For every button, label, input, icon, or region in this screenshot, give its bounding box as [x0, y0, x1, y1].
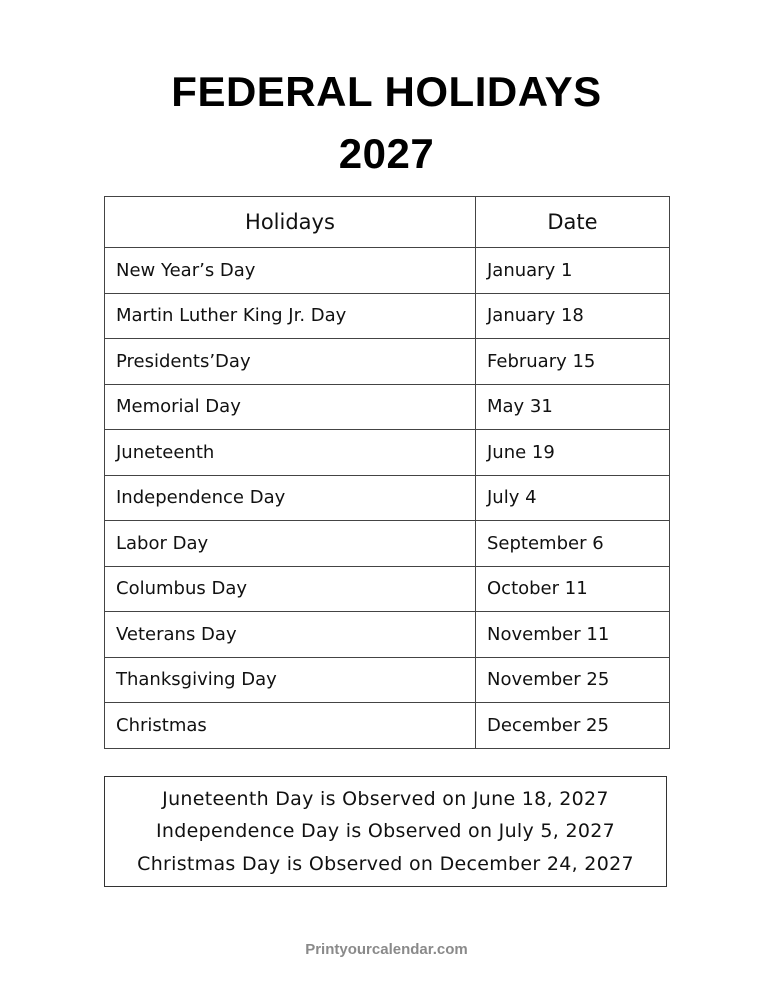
table-row — [105, 248, 670, 294]
table-row — [105, 293, 670, 339]
holiday-name: Veterans Day — [105, 612, 476, 658]
holiday-name: Juneteenth — [105, 430, 476, 476]
table-row — [105, 521, 670, 567]
observed-note: Christmas Day is Observed on December 24, 2027 — [137, 852, 634, 875]
table-header-row — [105, 197, 670, 248]
holidays-table — [104, 196, 670, 749]
table-row — [105, 612, 670, 658]
holiday-date: May 31 — [476, 384, 670, 430]
holiday-name: Labor Day — [105, 521, 476, 567]
holiday-date: January 1 — [476, 248, 670, 294]
holiday-date: November 25 — [476, 657, 670, 703]
holiday-date: October 11 — [476, 566, 670, 612]
table-row — [105, 475, 670, 521]
holiday-name: Columbus Day — [105, 566, 476, 612]
table-row — [105, 430, 670, 476]
table-row — [105, 384, 670, 430]
holiday-name: Memorial Day — [105, 384, 476, 430]
holiday-date: February 15 — [476, 339, 670, 385]
table-row — [105, 339, 670, 385]
holiday-date: July 4 — [476, 475, 670, 521]
holiday-name: Thanksgiving Day — [105, 657, 476, 703]
table-row — [105, 657, 670, 703]
observed-notes-box — [104, 776, 667, 887]
holiday-name: Christmas — [105, 703, 476, 749]
page-title: FEDERAL HOLIDAYS — [171, 68, 602, 115]
table-row — [105, 566, 670, 612]
observed-note: Juneteenth Day is Observed on June 18, 2027 — [162, 787, 609, 810]
column-header-date: Date — [476, 197, 670, 248]
holiday-name: Martin Luther King Jr. Day — [105, 293, 476, 339]
holiday-name: New Year’s Day — [105, 248, 476, 294]
page-year: 2027 — [338, 130, 435, 177]
observed-note: Independence Day is Observed on July 5, 2027 — [155, 820, 615, 843]
holiday-date: December 25 — [476, 703, 670, 749]
holiday-date: November 11 — [476, 612, 670, 658]
holiday-date: June 19 — [476, 430, 670, 476]
footer-site-credit: Printyourcalendar.com — [305, 941, 468, 958]
holiday-name: Independence Day — [105, 475, 476, 521]
holiday-date: September 6 — [476, 521, 670, 567]
holiday-date: January 18 — [476, 293, 670, 339]
table-row — [105, 703, 670, 749]
column-header-holidays: Holidays — [105, 197, 476, 248]
holiday-name: Presidents’Day — [105, 339, 476, 385]
